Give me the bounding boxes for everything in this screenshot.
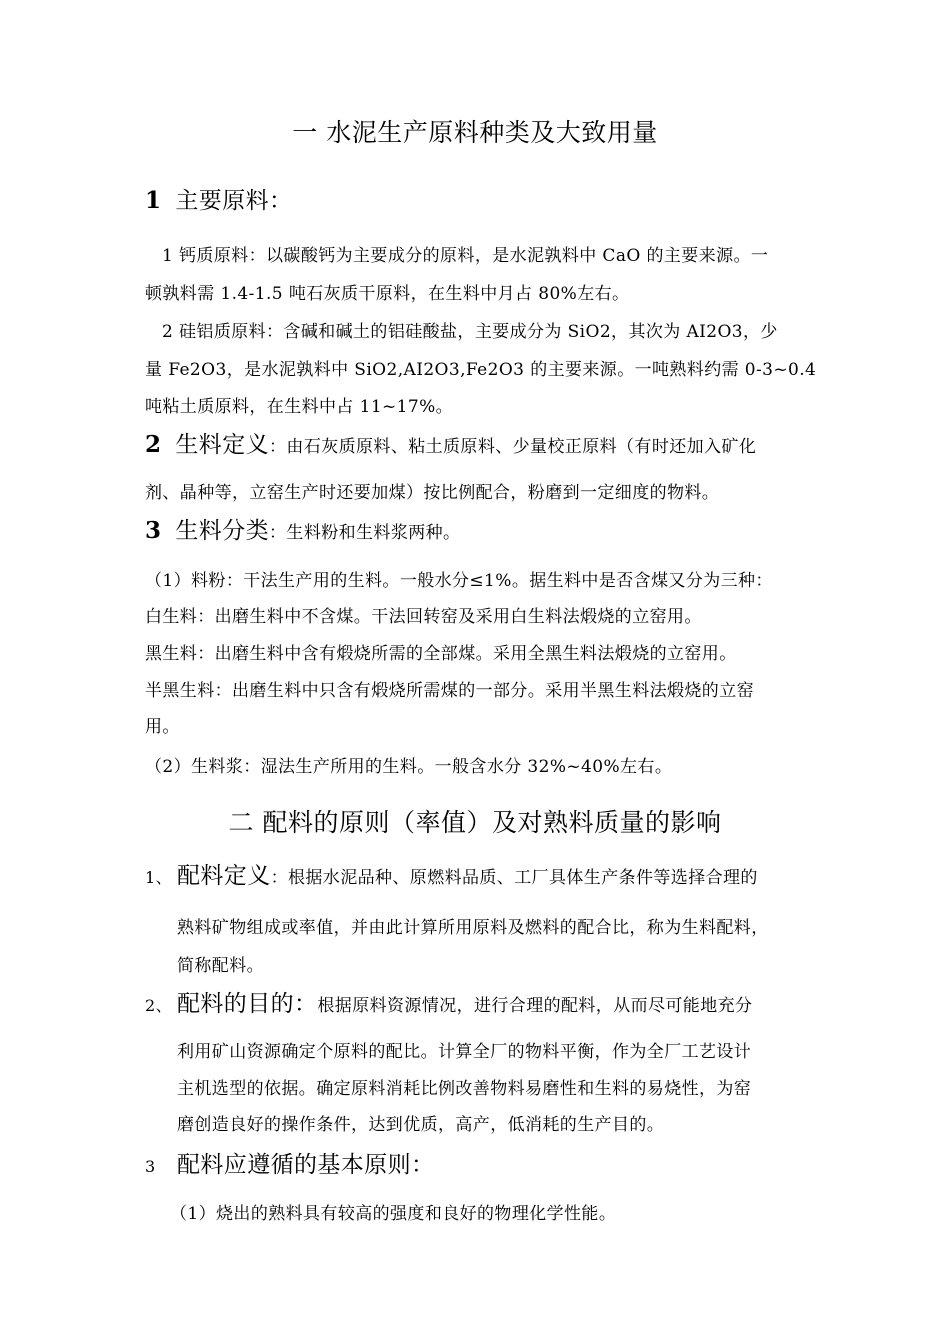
- paragraph-line: 1 钙质原料：以碳酸钙为主要成分的原料，是水泥孰料中 CaO 的主要来源。一: [162, 246, 769, 266]
- heading-raw-meal-classification: [145, 518, 460, 544]
- item-batching-principles: [145, 1152, 435, 1178]
- section1-title: 一 水泥生产原料种类及大致用量: [292, 118, 658, 147]
- paragraph-line: 2 硅铝质原料：含碱和碱土的铝硅酸盐，主要成分为 SiO2，其次为 AI2O3，少: [162, 322, 778, 342]
- heading-label: 生料定义: [175, 432, 270, 458]
- item-number: 3: [145, 1157, 156, 1176]
- paragraph-line: （2）生料浆：湿法生产所用的生料。一般含水分 32%~40%左右。: [145, 757, 673, 777]
- item-label: 配料应遵循的基本原则：: [177, 1152, 435, 1178]
- heading-number: 3: [145, 517, 162, 544]
- paragraph-line: 量 Fe2O3，是水泥孰料中 SiO2,AI2O3,Fe2O3 的主要来源。一吨熟料约需 0-3~0.4: [145, 360, 817, 380]
- heading-text: ：由石灰质原料、粘土质原料、少量校正原料（有时还加入矿化: [269, 437, 757, 457]
- paragraph-line: 主机选型的依据。确定原料消耗比例改善物料易磨性和生料的易烧性，为窑: [177, 1079, 752, 1099]
- section2-title: 二 配料的原则（率值）及对熟料质量的影响: [228, 808, 722, 837]
- item-text: ：根据水泥品种、原燃料品质、工厂具体生产条件等选择合理的: [270, 868, 758, 888]
- paragraph-line: （1）料粉：干法生产用的生料。一般水分≤1%。据生料中是否含煤又分为三种：: [145, 571, 773, 591]
- item-label: 配料定义: [177, 863, 271, 889]
- paragraph-line: 熟料矿物组成或率值，并由此计算所用原料及燃料的配合比，称为生料配料，: [177, 918, 769, 938]
- paragraph-line: 黑生料：出磨生料中含有煅烧所需的全部煤。采用全黑生料法煅烧的立窑用。: [145, 644, 737, 664]
- paragraph-line: 白生料：出磨生料中不含煤。干法回转窑及采用白生料法煅烧的立窑用。: [145, 607, 702, 627]
- heading-text: ：生料粉和生料浆两种。: [269, 523, 461, 543]
- paragraph-line: 半黑生料：出磨生料中只含有煅烧所需煤的一部分。采用半黑生料法煅烧的立窑: [145, 681, 754, 701]
- paragraph-line: 利用矿山资源确定个原料的配比。计算全厂的物料平衡，作为全厂工艺设计: [177, 1042, 752, 1062]
- heading-raw-meal-definition: [145, 432, 756, 458]
- paragraph-line: 用。: [145, 717, 180, 737]
- item-number: 2、: [145, 996, 172, 1015]
- item-number: 1、: [145, 868, 172, 887]
- item-text: 根据原料资源情况，进行合理的配料，从而尽可能地充分: [317, 996, 753, 1016]
- paragraph-line: 吨粘土质原料，在生料中占 11~17%。: [145, 397, 454, 417]
- heading-number: 1: [145, 187, 162, 214]
- heading-main-materials: [145, 188, 292, 214]
- paragraph-line: 顿孰料需 1.4-1.5 吨石灰质干原料，在生料中月占 80%左右。: [145, 284, 630, 304]
- paragraph-line: 磨创造良好的操作条件，达到优质，高产，低消耗的生产目的。: [177, 1115, 665, 1135]
- paragraph-line: 剂、晶种等，立窑生产时还要加煤）按比例配合，粉磨到一定细度的物料。: [145, 483, 720, 503]
- paragraph-line: 简称配料。: [177, 956, 264, 976]
- heading-label: 主要原料：: [175, 188, 293, 214]
- heading-label: 生料分类: [175, 518, 270, 544]
- heading-number: 2: [145, 431, 162, 458]
- item-label: 配料的目的：: [177, 991, 318, 1017]
- paragraph-line: （1）烧出的熟料具有较高的强度和良好的物理化学性能。: [170, 1204, 617, 1224]
- item-batching-definition: [145, 863, 758, 889]
- item-batching-purpose: [145, 991, 753, 1017]
